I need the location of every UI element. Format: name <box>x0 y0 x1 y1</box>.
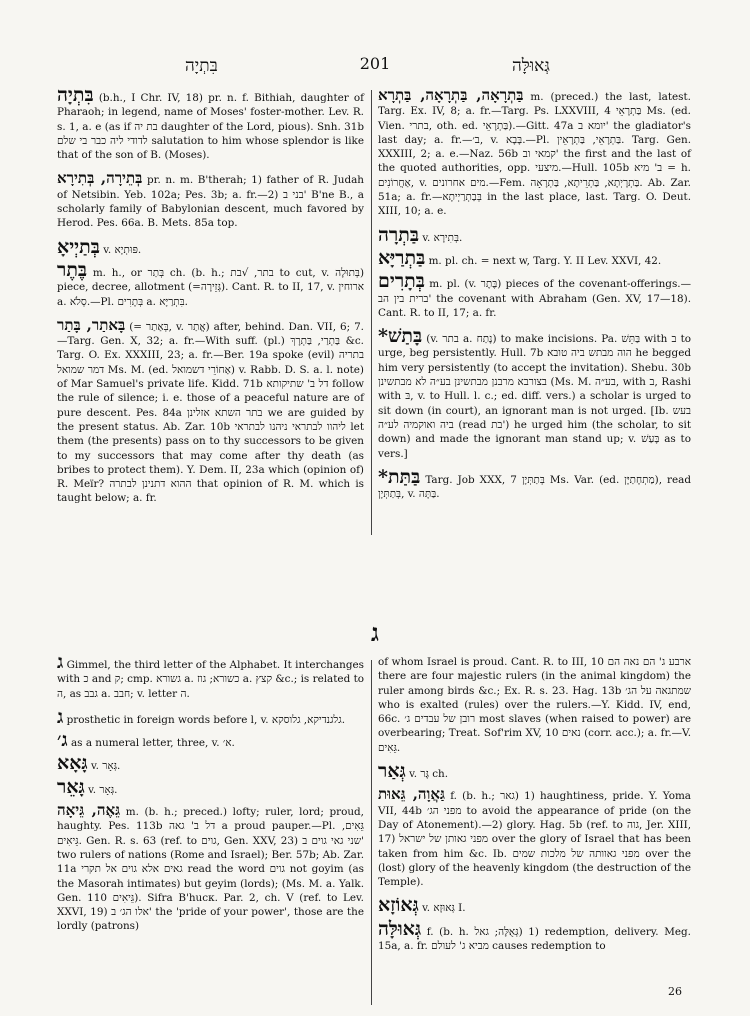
entry-text: of whom Israel is proud. Cant. R. to III, 10 ארבע ג' הם נאה הם there are four majestic rulers (in the animal kingdom) the ruler among birds &c.; Ex. R. s. 23. Hag. 13b שמתגאה על הג׳ who is exalted (rules) over the rulers.—Y. Kidd. IV, end, 66c. רובן של עבדים ג׳ most slaves (when raised to power) are overbearing; Treat. Sof'rim XV, 10 נאים (corr. acc.); a. fr.—V. גֵּאִים. <box>378 656 691 754</box>
dictionary-entry <box>57 803 364 934</box>
entry-text: (b.h., I Chr. IV, 18) pr. n. f. Bithiah, daughter of Pharaoh; in legend, name of Moses' foster-mother. Lev. R. s. 1, a. e (as if בת יה daughter of the Lord, pious). Snh. 31b לדודי ליה כבר בי שלם salutation to him whose splendor is like that of the son of B. (Moses). <box>57 92 365 162</box>
entry-headword: *בָּתַשׁ <box>378 325 423 348</box>
dictionary-entry <box>378 246 691 269</box>
entry-text: m. pl. (v. בֶּתֶר) pieces of the covenant-offerings.—ברית בין הב' the covenant with Abraham (Gen. XV, 17—18). Cant. R. to II, 17; a. fr. <box>378 278 691 319</box>
top-left-column <box>57 84 365 515</box>
column-divider-bottom <box>371 660 372 1005</box>
entry-text: m. (preced.) the last, latest. Targ. Ex. IV, 8; a. fr.—Targ. Ps. LXXVIII, 4 בַּתְרָאֵי Ms. (ed. Vien. בתרי, oth. ed. בַּתְרָאֵי).—Gitt. 47a יומא ב' the gladiator's last day; a. fr.—ב׳, v. בָּבָא.—Pl. בַּתְרָאֵי, בַּתְרָאֵין. Targ. Gen. XXXIII, 2; a. e.—Naz. 56b קמאי וב' the first and the last of the quoted authorities, opp. מיצעי.—Hull. 105b ב' מיא = h. אַחֲרוֹנִים, v. מים אחרונים.—Fem. בַּתְרָיְתָא, בַּתְרֵיתָא, בַּתְרָאָה. Ab. Zar. 51a; a. fr.—בְּבַתְרַיְיתָא in the last place, last. Targ. O. Deut. XIII, 10; a. e. <box>378 91 692 218</box>
entry-text: Gimmel, the third letter of the Alphabet. It interchanges with כ and ק; cmp. גשורא a. כשורא; גוז a. קצץ &c.; is related to ה, as גבב a. חבב; v. letter ה. <box>57 659 365 700</box>
entry-headword: בִּתְיָה <box>57 84 94 106</box>
entry-text: m. (b. h.; preced.) lofty; ruler, lord; proud, haughty. Pes. 113b דל ב' גאה a proud pauper.—Pl. גֵּאִים, גֵּיאִים. Gen. R. s. 63 (ref. to גוים, Gen. XXV, 23) שני גאי גוים ב' two rulers of nations (Rome and Israel); Ber. 57b; Ab. Zar. 11a גאים אלא גוים אל תקרי read the word גוים not goyim (as the Masorah intimates) but geyim (lords); (Ms. M. a. Yalk. Gen. 110 גֵּיאִים). Sifra B'hucк. Par. 2, ch. V (ref. to Lev. XXVI, 19) אלו הג׳ ב' the 'pride of your power', those are the lordly (patrons) <box>57 806 364 933</box>
entry-headword: בַּתְרָאָה, בַּתְרָאָה, בַּתְרָא <box>378 86 524 104</box>
bottom-left-column <box>57 651 365 943</box>
entry-text: f. (b. h.; גאר) 1) haughtiness, pride. Y. Yoma VII, 44b מפני הג׳ to avoid the appearance of pride (on the Day of Atonement).—2) glory. Hag. 5b (ref. to גוה, Jer. XIII, 17) מפני גאותן של ישראל over the glory of Israel that has been taken from him &c. Ib. מפני גאוותה של מלכות שמים over the (lost) glory of the heavenly kingdom (the destruction of the Temple). <box>378 790 691 889</box>
entry-text: v. פּוּתְיָא. <box>103 243 142 256</box>
entry-text: as a numeral letter, three, v. א׳. <box>70 737 235 750</box>
dictionary-entry <box>378 655 691 755</box>
entry-headword: ג <box>57 651 64 673</box>
entry-headword: גָּאֵר <box>57 775 85 798</box>
dictionary-entry <box>57 235 364 258</box>
entry-headword: גְּאַר <box>378 760 406 783</box>
dictionary-entry <box>378 223 691 246</box>
top-right-column <box>378 88 691 510</box>
entry-headword: גַּאֲוָה, גֵּאוּת <box>378 785 445 804</box>
dictionary-entry <box>57 752 364 775</box>
entry-text: (= בְּאַתַר, v. אֲתַר) after, behind. Dan. VII, 6; 7.—Targ. Gen. X, 32; a. fr.—With suff. (pl.) בַּתְרַי, בַּתְרָךְ &c. Targ. O. Ex. XXXIII, 23; a. fr.—Ber. 19a spoke (evil) בתריה דמר שמואל Ms. M. (ed. אַחוֹרֵי דשמואל) v. Rabb. D. S. a. l. note) of Mar Samuel's private life. Kidd. 71b דל ב' שתיקותא follow the rule of silence; i. e. those of a peaceful nature are of pure descent. Pes. 84a בתר השתא אזלינן we are guided by the present status. Ab. Zar. 10b ליהוו לבתראי ניהנו לבתראי let them (the presents) pass on to thy successors to be given to my successors that may come after thy death (as bribes to protect them). Y. Dem. II, 23a which (opinion of) R. Meïr? ההוא דתנינן לבתרה that opinion of R. M. which is taught below; a. fr. <box>57 320 365 505</box>
dictionary-entry <box>57 315 365 506</box>
entry-text: v. גָּר ch. <box>409 768 449 781</box>
entry-text: v. גְּאָר. <box>88 783 118 796</box>
dictionary-entry <box>378 465 691 502</box>
dictionary-entry <box>378 787 691 889</box>
dictionary-entry <box>57 651 365 701</box>
entry-headword: בַּתְרַיָּא <box>378 246 426 269</box>
entry-headword: גְּאוּלָּה <box>378 917 422 940</box>
header-right-word: גְּאוּלָּה <box>512 56 550 76</box>
column-divider-top <box>371 90 372 535</box>
entry-text: m. h., or בְּתַר ch. (b. h.; בתר, √בת to cut, v. בְּתוּלָה) piece, decree, allotment (=גְּזֵירָה). Cant. R. to II, 17, v. ארוחין a. סְלֹא.—Pl. בְּתָרִים a. בִּתְרַיָּא. <box>57 266 364 308</box>
entry-text: v. גְּאָר. <box>90 760 121 773</box>
page-number: 201 <box>359 54 391 73</box>
entry-headword: בְּתָרִים <box>378 270 425 293</box>
dictionary-entry <box>378 760 691 783</box>
entry-text: v. גְּאוּזָא I. <box>422 902 466 915</box>
entry-text: Targ. Job XXX, 7 בְּתַתְּיָן Ms. Var. (ed. מַתְחָתַיָּן), read בְּתַתְּיָן, v. בַּתָּה. <box>378 473 691 501</box>
entry-text: f. (b. h. גְּאֻלָּה; גאל) 1) redemption, delivery. Meg. 15a, a. fr. מביא ג' לעולם causes redemption to <box>378 925 691 953</box>
dictionary-entry <box>57 84 365 162</box>
dictionary-entry <box>57 258 364 309</box>
entry-headword: גֵּאֶה, גֵּיאָה <box>57 801 121 820</box>
entry-text: prosthetic in foreign words before l, v. גלגנדיקא, גלוסקא. <box>66 713 346 726</box>
entry-text: v. בְּתִירָא. <box>422 231 463 244</box>
footer-page-number: 26 <box>668 985 682 998</box>
entry-headword: *בַּתַּת <box>378 465 421 488</box>
header-left-word: בִּתְיָה <box>185 56 218 76</box>
section-letter-gimmel: ג <box>371 618 379 647</box>
entry-headword: גְּאוֹזָא <box>378 894 419 917</box>
entry-headword: בֶּתֶר <box>57 258 88 281</box>
dictionary-entry <box>57 171 364 230</box>
dictionary-entry <box>378 917 691 954</box>
entry-headword: בַּתְרָה <box>378 223 420 246</box>
dictionary-entry <box>57 775 364 798</box>
dictionary-entry <box>378 325 692 461</box>
entry-headword: בְּתֵירָה, בְּתִירָא <box>57 169 143 188</box>
entry-headword: ג׳ <box>57 729 68 752</box>
dictionary-entry <box>378 88 691 219</box>
dictionary-entry <box>57 729 364 752</box>
entry-headword: גָּאָא <box>57 752 88 775</box>
entry-text: (v. בתר a. נָתַח) to make incisions. Pa. בַּתֵּשׁ with ב to urge, beg persistently. Hull. 7b הוה מבתש ביה טובא he begged him very persistently (to accept the invitation). Shebu. 30b בצורבא מרבנן מבתשינן בע״ה לא מבתשינן (Ms. M. בע״ה, with ב, Rashi with בּ, v. to Hull. l. c.; ed. diff. vers.) a scholar is urged to sit down (in court), an ignorant man is not urged. [Ib. בעש ביה ואוקמיה לע״ה (read בת') he urged him (the scholar, to sit down) and made the ignorant man stand up; v. בָּעַשׁ as to vers.] <box>378 333 692 460</box>
dictionary-entry <box>378 270 691 320</box>
entry-text: m. pl. ch. = next w, Targ. Y. II Lev. XXVI, 42. <box>428 254 662 267</box>
entry-text: pr. n. m. B'therah; 1) father of R. Judah of Netsibin. Yeb. 102a; Pes. 3b; a. fr.—2) בני ב' B'ne B., a scholarly family of Babylonian descent, much favored by Herod. Pes. 66a. B. Mets. 85a top. <box>57 174 365 230</box>
entry-headword: ג <box>57 705 64 728</box>
entry-headword: בְּתַיְיאָ <box>57 235 100 258</box>
dictionary-entry <box>378 894 691 917</box>
dictionary-entry <box>57 705 364 728</box>
entry-headword: בָּאתַר, בָּתַר <box>57 315 126 334</box>
bottom-right-column <box>378 655 691 962</box>
